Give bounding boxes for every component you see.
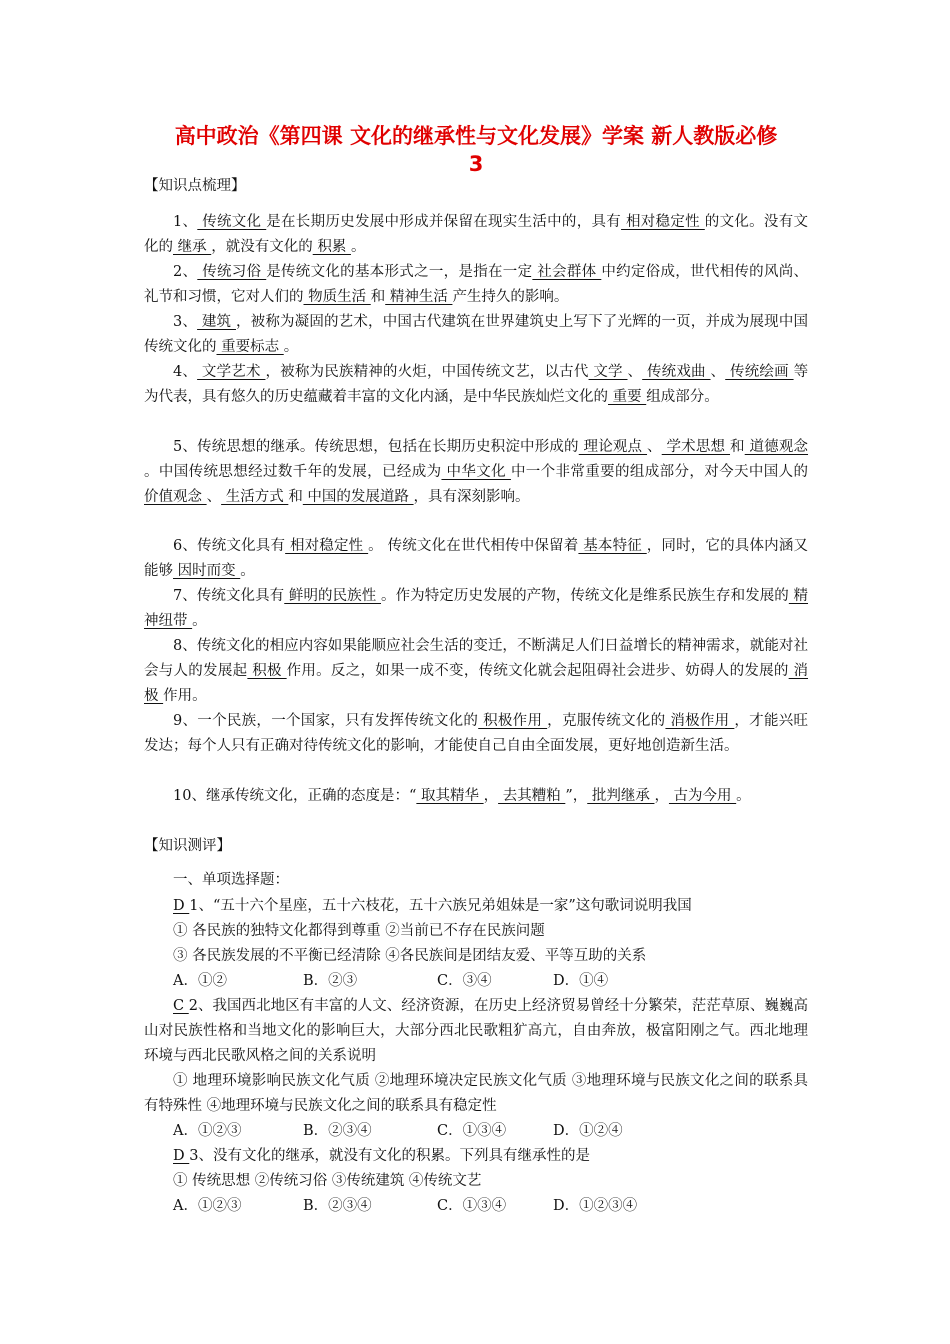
paragraph-5	[144, 435, 808, 510]
text: 。	[736, 788, 751, 804]
fill-in-answer: 继承	[173, 239, 212, 255]
text: 1、	[173, 214, 198, 230]
fill-in-answer: 精神纽带	[144, 588, 809, 629]
fill-in-answer: 相对稳定性	[621, 214, 705, 230]
fill-in-answer: 基本特征	[578, 538, 647, 554]
text: 、	[647, 439, 662, 455]
fill-in-answer: 传统戏曲	[642, 364, 711, 380]
text: 是在长期历史发展中形成并保留在现实生活中的，具有	[266, 214, 622, 230]
text: 3、没有文化的继承，就没有文化的积累。下列具有继承性的是	[189, 1148, 590, 1164]
text: 。	[283, 339, 299, 355]
fill-in-answer: 因时而变	[173, 563, 241, 579]
question-2-statements: ① 地理环境影响民族文化气质 ②地理环境决定民族文化气质 ③地理环境与民族文化之间的联系具有特殊性 ④地理环境与民族文化之间的联系具有稳定性	[144, 1073, 808, 1114]
question-1-options	[173, 969, 608, 994]
question-2-options	[173, 1119, 623, 1144]
text: 2、我国西北地区有丰富的人文、经济资源，在历史上经济贸易曾经十分繁荣，茫茫草原、巍巍高山对民族性格和当地文化的影响巨大，大部分西北民歌粗犷高亢，自由奔放，极富阳刚之气。西北地理环境与西北民歌风格之间的关系说明	[144, 998, 808, 1064]
fill-in-answer: 传统绘画	[725, 364, 794, 380]
text: 10、继承传统文化，正确的态度是：“	[173, 788, 417, 804]
fill-in-answer: 中国的发展道路	[302, 489, 414, 505]
question-1-statements-a: ① 各民族的独特文化都得到尊重 ②当前已不存在民族问题	[173, 923, 545, 939]
text: ”，	[565, 788, 588, 804]
fill-in-answer: 精神生活	[385, 289, 453, 305]
fill-in-answer: 道德观念	[744, 439, 809, 455]
text: 的文化。没有文化的	[144, 214, 809, 255]
paragraph-1	[144, 210, 808, 260]
text: 、	[627, 364, 643, 380]
option-a: A．①②③	[173, 1123, 242, 1139]
text: 作用。	[163, 688, 207, 704]
text: 7、传统文化具有	[173, 588, 285, 604]
text: ，被称为民族精神的火炬，中国传统文艺，以古代	[265, 364, 589, 380]
text: ，才能兴旺发达；每个人只有正确对待传统文化的影响，才能使自己自由全面发展，更好地创造新生活。	[144, 713, 809, 754]
fill-in-answer: 消极作用	[665, 713, 735, 729]
text: 5、传统思想的继承。传统思想，包括在长期历史积淀中形成的	[173, 439, 579, 455]
text: 。	[192, 613, 207, 629]
fill-in-answer: 物质生活	[303, 289, 371, 305]
fill-in-answer: 传统习俗	[197, 264, 267, 280]
option-c: C．③④	[437, 973, 492, 989]
fill-in-answer: 积极作用	[478, 713, 548, 729]
text: ，	[654, 788, 669, 804]
fill-in-answer: 重要	[608, 389, 647, 405]
text: ，被称为凝固的艺术，中国古代建筑在世界建筑史上写下了光辉的一页，并成为展现中国传统文化的	[144, 314, 808, 355]
text: ，	[483, 788, 499, 804]
question-3-options	[173, 1194, 637, 1219]
text: ，就没有文化的	[211, 239, 313, 255]
fill-in-answer: 学术思想	[661, 439, 731, 455]
text: 产生持久的影响。	[452, 289, 569, 305]
fill-in-answer: 理论观点	[578, 439, 648, 455]
paragraph-4	[144, 360, 808, 410]
text: 。 传统文化在世代相传中保留着	[368, 538, 579, 554]
paragraph-8	[144, 634, 808, 709]
option-b: B．②③④	[303, 1123, 372, 1139]
text: 。中国传统思想经过数千年的发展，已经成为	[144, 464, 442, 480]
text: 。作为特定历史发展的产物，传统文化是维系民族生存和发展的	[381, 588, 789, 604]
text: 和	[370, 289, 386, 305]
option-c: C．①③④	[437, 1198, 507, 1214]
option-d: D．①④	[553, 973, 609, 989]
text: ，具有深刻影响。	[413, 489, 530, 505]
option-c: C．①③④	[437, 1123, 507, 1139]
paragraph-10	[144, 784, 808, 809]
text: 。	[350, 239, 366, 255]
fill-in-answer: 取其精华	[416, 788, 484, 804]
fill-in-answer: 批判继承	[587, 788, 655, 804]
fill-in-answer: 中华文化	[441, 464, 511, 480]
question-1-stem	[173, 894, 692, 919]
text: 6、传统文化具有	[173, 538, 286, 554]
option-a: A．①②③	[173, 1198, 242, 1214]
paragraph-3	[144, 310, 808, 360]
text: ，克服传统文化的	[547, 713, 666, 729]
text: ，同时，它的具体内涵又能够	[144, 538, 809, 579]
fill-in-answer: 传统文化	[197, 214, 267, 230]
text: 3、	[173, 314, 198, 330]
title-line-2: 3	[468, 152, 484, 176]
paragraph-7	[144, 584, 808, 634]
text: 。	[240, 563, 255, 579]
fill-in-answer: 积累	[312, 239, 351, 255]
section-heading-knowledge-test: 【知识测评】	[144, 838, 231, 854]
text: 1、“五十六个星座，五十六枝花，五十六族兄弟姐妹是一家”这句歌词说明我国	[189, 898, 692, 914]
fill-in-answer: 社会群体	[532, 264, 602, 280]
answer-key: D	[173, 1148, 190, 1164]
text: 作用。反之，如果一成不变，传统文化就会起阻碍社会进步、妨碍人的发展的	[286, 663, 789, 679]
fill-in-answer: 鲜明的民族性	[284, 588, 381, 604]
fill-in-answer: 生活方式	[221, 489, 289, 505]
text: 中一个非常重要的组成部分，对今天中国人的	[510, 464, 809, 480]
fill-in-answer: 积极	[247, 663, 287, 679]
option-b: B．②③	[303, 973, 358, 989]
text: 4、	[173, 364, 198, 380]
option-d: D．①②④	[553, 1123, 623, 1139]
text: 和	[730, 439, 745, 455]
section-heading-knowledge-review: 【知识点梳理】	[144, 178, 246, 194]
paragraph-6	[144, 534, 808, 584]
option-a: A．①②	[173, 973, 227, 989]
title-line-1: 高中政治《第四课 文化的继承性与文化发展》学案 新人教版必修	[174, 124, 778, 148]
text: 2、	[173, 264, 198, 280]
question-1-statements-b: ③ 各民族发展的不平衡已经清除 ④各民族间是团结友爱、平等互助的关系	[173, 948, 647, 964]
fill-in-answer: 建筑	[197, 314, 236, 330]
document-title	[120, 122, 832, 178]
question-section-heading: 一、单项选择题：	[173, 872, 289, 888]
text: 和	[288, 489, 303, 505]
option-d: D．①②③④	[553, 1198, 638, 1214]
question-3-stem	[173, 1144, 590, 1169]
text: 9、一个民族，一个国家，只有发挥传统文化的	[173, 713, 479, 729]
fill-in-answer: 去其糟粕	[498, 788, 566, 804]
text: 8、传统文化的相应内容如果能顺应社会生活的变迁，不断满足人们日益增长的精神需求，就能对社会与人的发展起	[144, 638, 808, 679]
answer-key: D	[173, 898, 190, 914]
paragraph-9	[144, 709, 808, 759]
question-2-stem	[144, 994, 808, 1069]
paragraph-2	[144, 260, 808, 310]
question-3-statements: ① 传统思想 ②传统习俗 ③传统建筑 ④传统文艺	[173, 1173, 482, 1189]
option-b: B．②③④	[303, 1198, 372, 1214]
text: 等为代表，具有悠久的历史蕴藏着丰富的文化内涵，是中华民族灿烂文化的	[144, 364, 809, 405]
text: 、	[710, 364, 726, 380]
fill-in-answer: 相对稳定性	[285, 538, 369, 554]
fill-in-answer: 古为今用	[668, 788, 737, 804]
text: 组成部分。	[646, 389, 719, 405]
text: 中约定俗成，世代相传的风尚、礼节和习惯，它对人们的	[144, 264, 809, 305]
fill-in-answer: 重要标志	[216, 339, 284, 355]
text: 是传统文化的基本形式之一，是指在一定	[266, 264, 533, 280]
answer-key: C	[173, 998, 189, 1014]
fill-in-answer: 文学艺术	[197, 364, 266, 380]
fill-in-answer: 消极	[144, 663, 809, 704]
text: 、	[206, 489, 222, 505]
fill-in-answer: 价值观念	[144, 489, 207, 505]
fill-in-answer: 文学	[588, 364, 628, 380]
